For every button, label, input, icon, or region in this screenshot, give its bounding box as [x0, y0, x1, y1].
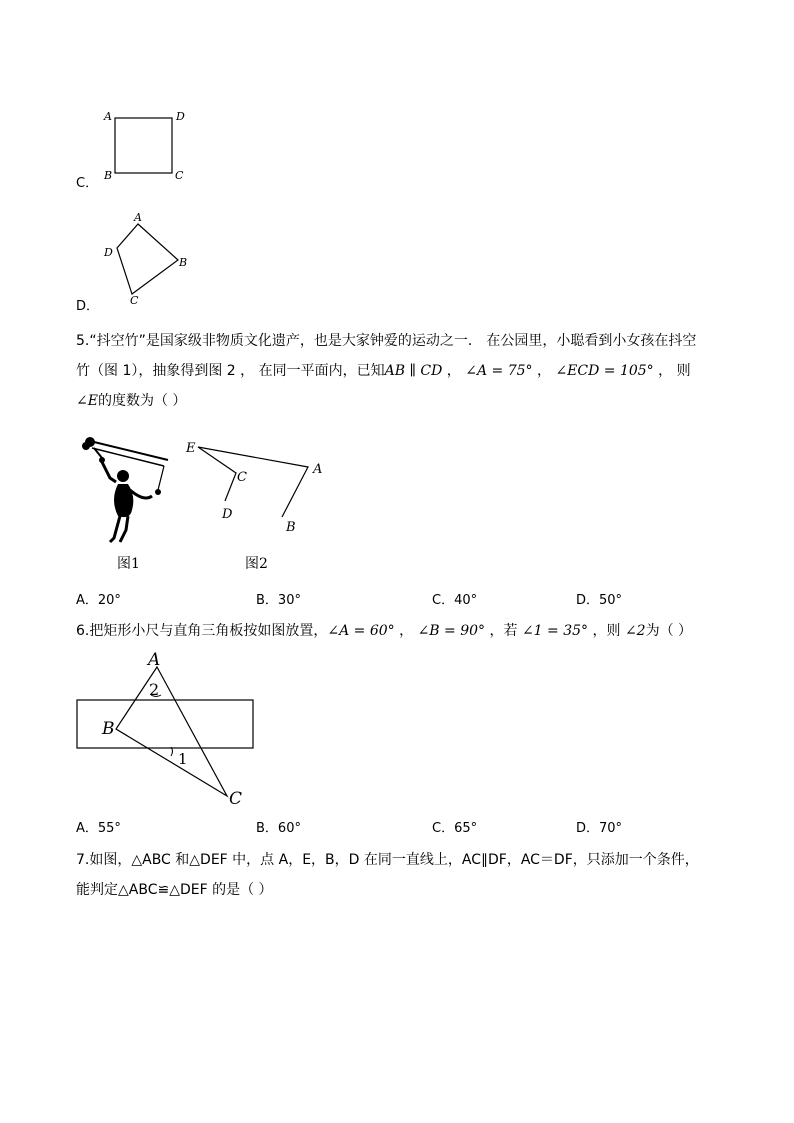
- q5-figure-1-caption: 图1: [117, 556, 140, 572]
- q5-figure-2: [180, 432, 340, 546]
- q6-number: 6.: [76, 623, 90, 639]
- q6-end-text: 为（ ）: [645, 623, 693, 639]
- q4-option-d-label[interactable]: D．: [76, 299, 100, 314]
- q6-mid2-text: ，则: [592, 623, 621, 639]
- q5-option-b[interactable]: B．30°: [256, 593, 301, 608]
- q5-line3-text: 的度数为（ ）: [97, 393, 187, 409]
- q5-line2: 竹（图 1），抽象得到图 2 ， 在同一平面内，已知AB ∥ CD ， ∠A = 75° ， ∠ECD = 105° ， 则: [76, 363, 691, 379]
- vertex-label-b: B: [102, 719, 115, 739]
- vertex-label: D: [176, 110, 185, 123]
- q5-line2-end: ， 则: [658, 363, 691, 379]
- q5-stem: [76, 326, 726, 416]
- q5-figure-2-caption: 图2: [245, 556, 268, 572]
- q5-line3: [76, 386, 726, 416]
- vertex-label: C: [175, 169, 184, 182]
- q6-option-c[interactable]: C．65°: [432, 821, 478, 836]
- ecda-angle-diagram: [180, 432, 340, 542]
- q7-line1: 7.如图，△ABC 和△DEF 中，点 A，E，B，D 在同一直线上，AC∥DF，AC＝DF，只添加一个条件，: [76, 852, 699, 868]
- point-label-e: E: [186, 441, 196, 456]
- q6-stem: 6.把矩形小尺与直角三角板按如图放置，∠A = 60° ， ∠B = 90° ，若 ∠1 = 35° ，则 ∠2为（ ）: [76, 623, 693, 639]
- q6-angle-2: ∠2: [624, 623, 646, 639]
- q5-number: 5.: [76, 333, 90, 349]
- q5-option-c[interactable]: C．40°: [432, 593, 478, 608]
- ruler-triangle-diagram: [70, 648, 270, 813]
- q6-option-b[interactable]: B．60°: [256, 821, 301, 836]
- quadrilateral-abcd-figure: [100, 208, 200, 308]
- q7-stem: [76, 845, 726, 905]
- vertex-label: A: [104, 110, 112, 123]
- q5-angle-e: ∠E: [76, 393, 98, 409]
- vertex-label-a: A: [148, 650, 161, 670]
- vertex-label-c: C: [229, 789, 243, 809]
- q5-line1-text: “抖空竹”是国家级非物质文化遗产，也是大家钟爱的运动之一． 在公园里，小聪看到小女孩在抖空: [89, 333, 697, 349]
- point-label-d: D: [222, 507, 233, 522]
- q6-condition-angle-b: ∠B = 90°: [417, 623, 486, 639]
- vertex-label: C: [130, 294, 139, 307]
- point-label-a: A: [313, 462, 323, 477]
- kongzhu-player-image: [80, 430, 175, 550]
- angle-label-1: 1: [178, 750, 188, 768]
- point-label-b: B: [286, 520, 296, 535]
- q5-option-d[interactable]: D．50°: [576, 593, 623, 608]
- q4-option-c-figure: [100, 105, 200, 189]
- q5-condition-angle-ecd: ∠ECD = 105°: [555, 363, 654, 379]
- angle-label-2: 2: [149, 680, 160, 699]
- q4-option-c-label[interactable]: C．: [76, 176, 99, 191]
- vertex-label: D: [104, 246, 113, 259]
- q6-condition-angle-a: ∠A = 60°: [327, 623, 395, 639]
- q5-condition-angle-a: ∠A = 75°: [465, 363, 533, 379]
- vertex-label: B: [179, 256, 188, 269]
- q5-line1: [76, 326, 726, 356]
- q6-figure: [70, 648, 270, 817]
- square-abcd-figure: [100, 105, 200, 185]
- q5-condition-parallel: AB ∥ CD: [384, 363, 443, 379]
- point-label-c: C: [237, 470, 247, 485]
- q6-stem-text: 把矩形小尺与直角三角板按如图放置，: [89, 623, 328, 639]
- q6-mid-text: ，若: [489, 623, 518, 639]
- q7-line2: 能判定△ABC≌△DEF 的是（ ）: [76, 882, 273, 898]
- vertex-label: B: [104, 169, 113, 182]
- q6-option-d[interactable]: D．70°: [576, 821, 623, 836]
- q4-option-d-figure: [100, 208, 200, 312]
- q5-figure-1: [80, 430, 175, 554]
- q5-option-a[interactable]: A．20°: [76, 593, 121, 608]
- q5-line2-text: 竹（图 1），抽象得到图 2 ， 在同一平面内，已知: [76, 363, 385, 379]
- q6-option-a[interactable]: A．55°: [76, 821, 121, 836]
- vertex-label: A: [134, 211, 142, 224]
- q6-condition-angle-1: ∠1 = 35°: [521, 623, 589, 639]
